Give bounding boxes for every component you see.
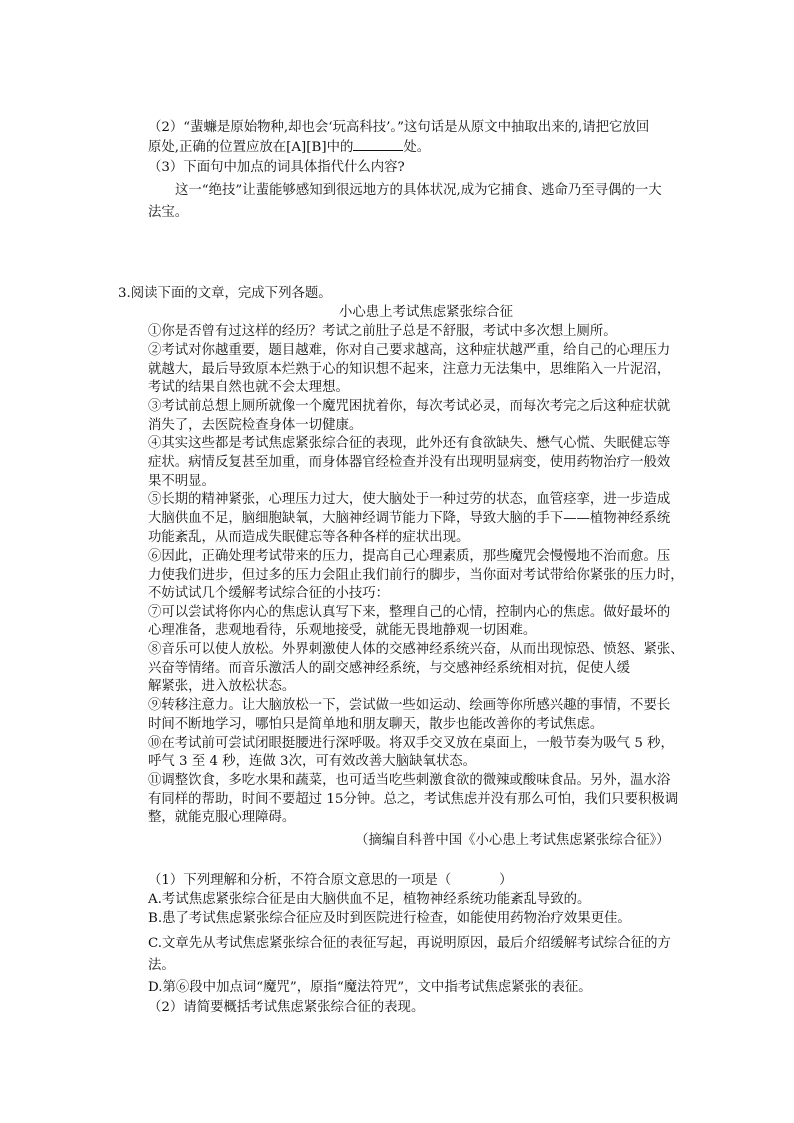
article-line: 消失了，去医院检查身体一切健康。: [148, 418, 363, 433]
option-c-cont: 法。: [148, 958, 175, 973]
q3-sentence-2: 法宝。: [148, 205, 189, 220]
article-line: ②考试对你越重要，题目越难，你对自己要求越高，这种症状越严重，给自己的心理压力: [148, 343, 671, 358]
answer-blank[interactable]: [353, 138, 403, 151]
article-line: 力使我们进步，但过多的压力会阻止我们前行的脚步，当你面对考试带给你紧张的压力时，: [148, 568, 684, 583]
article-line: ⑧音乐可以使人放松。外界刺激使人体的交感神经系统兴奋，从而出现惊恐、愤怒、紧张、: [148, 642, 684, 657]
article-title: 小心患上考试焦虑紧张综合征: [339, 305, 514, 320]
article-line: ⑨转移注意力。让大脑放松一下，尝试做一些如运动、绘画等你所感兴趣的事情，不要长: [148, 698, 671, 713]
article-line: 有同样的帮助，时间不要超过 15分钟。总之，考试焦虑并没有那么可怕，我们只要积极调: [148, 792, 679, 807]
article-line: ⑤长期的精神紧张，心理压力过大，使大脑处于一种过劳的状态，血管痉挛，进一步造成: [148, 492, 671, 507]
article-line: 就越大，最后导致原本烂熟于心的知识想不起来，注意力无法集中，思维陷入一片泥沼，: [148, 362, 671, 377]
article-line: 整，就能克服心理障碍。: [148, 810, 296, 825]
option-c: C.文章先从考试焦虑紧张综合征的表征写起，再说明原因，最后介绍缓解考试综合征的方: [148, 936, 671, 951]
section-heading: 3.阅读下面的文章，完成下列各题。: [118, 286, 332, 301]
option-b: B.患了考试焦虑紧张综合征应及时到医院进行检查，如能使用药物治疗效果更佳。: [148, 911, 631, 926]
q2-prompt: （2）请简要概括考试焦虑紧张综合征的表现。: [148, 1000, 425, 1015]
article-line: ⑩在考试前可尝试闭眼挺腰进行深呼吸。将双手交叉放在桌面上，一般节奏为吸气 5 秒，: [148, 736, 674, 751]
article-line: 心理准备，悲观地看待，乐观地接受，就能无畏地静观一切困难。: [148, 623, 537, 638]
article-line: 解紧张，进入放松状态。: [148, 679, 296, 694]
article-source: （摘编自科普中国《小心患上考试焦虑紧张综合征》）: [355, 833, 670, 848]
article-line: ①你是否曾有过这样的经历？考试之前肚子总是不舒服，考试中多次想上厕所。: [148, 324, 617, 339]
article-line: ④其实这些都是考试焦虑紧张综合征的表现，此外还有食欲缺失、懋气心慌、失眠健忘等: [148, 436, 671, 451]
q2-line-1: （2）“蜚蠊是原始物种,却也会‘玩高科技’。”这句话是从原文中抽取出来的,请把它放回: [148, 120, 650, 135]
article-line: 不妨试试几个缓解考试综合征的小技巧：: [148, 586, 390, 601]
article-line: ⑦可以尝试将你内心的焦虑认真写下来，整理自己的心情，控制内心的焦虑。做好最坏的: [148, 605, 671, 620]
article-line: 大脑供血不足，脑细胞缺氧，大脑神经调节能力下降，导致大脑的手下——植物神经系统: [148, 511, 671, 526]
article-line: ⑥因此，正确处理考试带来的压力，提高自己心理素质，那些魔咒会慢慢地不治而愈。压: [148, 549, 671, 564]
article-line: 症状。病情反复甚至加重，而身体器官经检查并没有出现明显病变，使用药物治疗一般效: [148, 455, 671, 470]
q3-sentence-1: 这一“绝技”让蜚能够感知到很远地方的具体状况,成为它捕食、逃命乃至寻偶的一大: [175, 183, 662, 198]
q2-line-2: [148, 138, 430, 158]
article-line: 呼气 3 至 4 秒，连做 3次，可有效改善大脑缺氧状态。: [148, 754, 477, 769]
q1-prompt-close: ）: [499, 873, 513, 888]
article-line: 时间不断地学习，哪怕只是简单地和朋友聊天，散步也能改善你的考试焦虑。: [148, 717, 604, 732]
article-line: 考试的结果自然也就不会太理想。: [148, 380, 349, 395]
article-line: ⑪调整饮食，多吃水果和蔬菜，也可适当吃些刺激食欲的微辣或酸味食品。另外，温水浴: [148, 773, 671, 788]
article-line: 功能紊乱，从而造成失眠健忘等各种各样的症状出现。: [148, 530, 470, 545]
option-d: D.第⑥段中加点词“魔咒”，原指“魔法符咒”，文中指考试焦虑紧张的表征。: [148, 980, 592, 995]
q3-prompt: （3）下面句中加点的词具体指代什么内容?: [148, 160, 405, 175]
q2-line-2-text: 原处,正确的位置应放在[A][B]中的: [148, 140, 354, 155]
q2-line-2-end: 处。: [403, 140, 431, 155]
article-line: 果不明显。: [148, 474, 215, 489]
q1-prompt: [148, 871, 513, 891]
option-a: A.考试焦虑紧张综合征是由大脑供血不足，植物神经系统功能紊乱导致的。: [148, 892, 591, 907]
q1-prompt-text: （1）下列理解和分析，不符合原文意思的一项是（: [148, 873, 452, 888]
article-line: ③考试前总想上厕所就像一个魔咒困扰着你，每次考试必灵，而每次考完之后这种症状就: [148, 399, 671, 414]
article-line: 兴奋等情绪。而音乐激活人的副交感神经系统，与交感神经系统相对抗，促使人缓: [148, 661, 631, 676]
